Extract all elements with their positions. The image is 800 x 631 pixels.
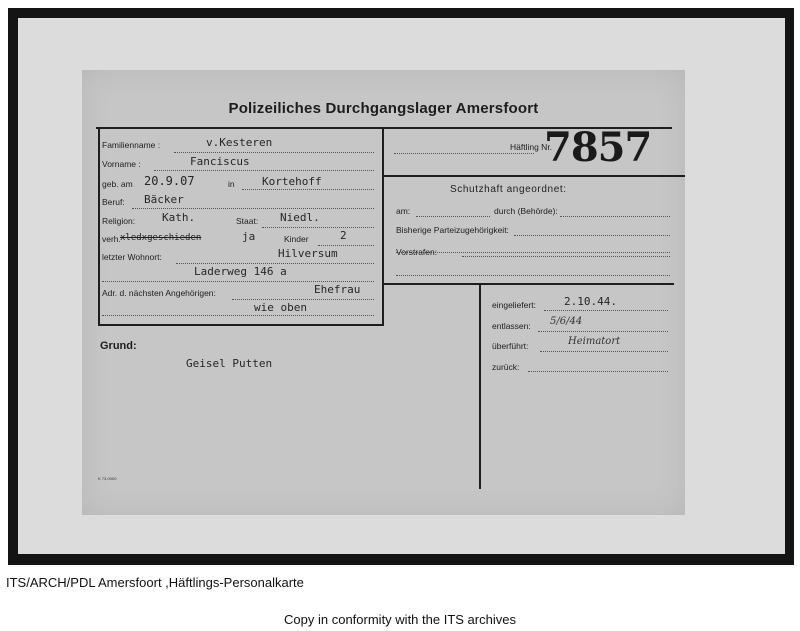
ueberfuehrt-value: Heimatort	[568, 336, 621, 347]
vorname-line	[154, 170, 374, 171]
durch-label: durch (Behörde):	[494, 206, 558, 216]
haeftling-line	[394, 153, 534, 154]
geb-label: geb. am	[102, 179, 133, 189]
angehoerige-label: Adr. d. nächsten Angehörigen:	[102, 288, 216, 298]
kinder-value: 2	[340, 229, 347, 242]
vorname-label: Vorname :	[102, 159, 141, 169]
center-divider	[479, 283, 481, 489]
personal-box-bottom	[98, 324, 384, 326]
grund-value: Geisel Putten	[186, 357, 273, 370]
familienname-label: Familienname :	[102, 140, 161, 150]
haeftling-label: Häftling Nr.	[510, 142, 553, 152]
card-title: Polizeiliches Durchgangslager Amersfoort	[228, 100, 539, 117]
entlassen-value: 5/6/44	[550, 316, 583, 327]
personal-box-right	[382, 127, 384, 326]
in-value: Kortehoff	[262, 175, 322, 188]
wohnort-street-line	[102, 281, 374, 282]
partei-label: Bisherige Parteizugehörigkeit:	[396, 225, 509, 235]
beruf-label: Beruf:	[102, 197, 125, 207]
haeftling-number: 7857	[544, 124, 652, 171]
personal-box-left	[98, 127, 100, 326]
copy-note: Copy in conformity with the ITS archives	[284, 612, 516, 627]
kinder-label: Kinder	[284, 234, 309, 244]
in-label: in	[228, 179, 235, 189]
entlassen-label: entlassen:	[492, 321, 531, 331]
durch-line	[560, 216, 670, 217]
ueberfuehrt-label: überführt:	[492, 341, 529, 351]
beruf-value: Bäcker	[144, 193, 184, 206]
staat-value: Niedl.	[280, 211, 320, 224]
grund-label: Grund:	[100, 340, 137, 352]
source-caption: ITS/ARCH/PDL Amersfoort ,Häftlings-Personalkarte	[6, 575, 304, 590]
form-code: K 73-0000	[98, 476, 117, 481]
haeftling-rule	[384, 175, 685, 177]
vorname-value: Fanciscus	[190, 155, 250, 168]
vorstrafen-label: Vorstrafen:	[396, 247, 438, 257]
wohnort-label: letzter Wohnort:	[102, 252, 162, 262]
geb-value: 20.9.07	[144, 174, 195, 188]
am-label: am:	[396, 206, 411, 216]
ueberfuehrt-line	[540, 351, 668, 352]
kinder-line	[318, 245, 374, 246]
religion-label: Religion:	[102, 216, 136, 226]
staat-label: Staat:	[236, 216, 259, 226]
prisoner-card	[82, 70, 685, 515]
angehoerige-line-2	[102, 315, 374, 316]
am-line	[416, 216, 490, 217]
vorstrafen-line	[462, 256, 670, 257]
verh-label: verh.	[102, 234, 121, 244]
zurueck-line	[528, 371, 668, 372]
wohnort-line	[176, 263, 374, 264]
eingeliefert-line	[544, 310, 668, 311]
familienname-line	[174, 152, 374, 153]
eingeliefert-value: 2.10.44.	[564, 295, 617, 308]
vorstrafen-line-2	[396, 275, 670, 276]
entlassen-line	[538, 331, 668, 332]
eingeliefert-label: eingeliefert:	[492, 300, 536, 310]
beruf-line	[132, 208, 374, 209]
verh-struck: xledxgeschieden	[120, 233, 202, 243]
partei-line	[514, 235, 670, 236]
angehoerige-line	[232, 299, 374, 300]
angehoerige-value-2: wie oben	[254, 301, 307, 314]
familienname-value: v.Kesteren	[206, 136, 273, 149]
religion-value: Kath.	[162, 211, 196, 224]
wohnort-street: Laderweg 146 a	[194, 265, 287, 278]
schutzhaft-title: Schutzhaft angeordnet:	[450, 184, 567, 195]
in-line	[242, 189, 374, 190]
staat-line	[262, 227, 374, 228]
angehoerige-value: Ehefrau	[314, 283, 361, 296]
wohnort-value: Hilversum	[278, 247, 338, 260]
zurueck-label: zurück:	[492, 362, 520, 372]
schutzhaft-rule	[384, 283, 674, 285]
verh-value: ja	[242, 230, 256, 243]
